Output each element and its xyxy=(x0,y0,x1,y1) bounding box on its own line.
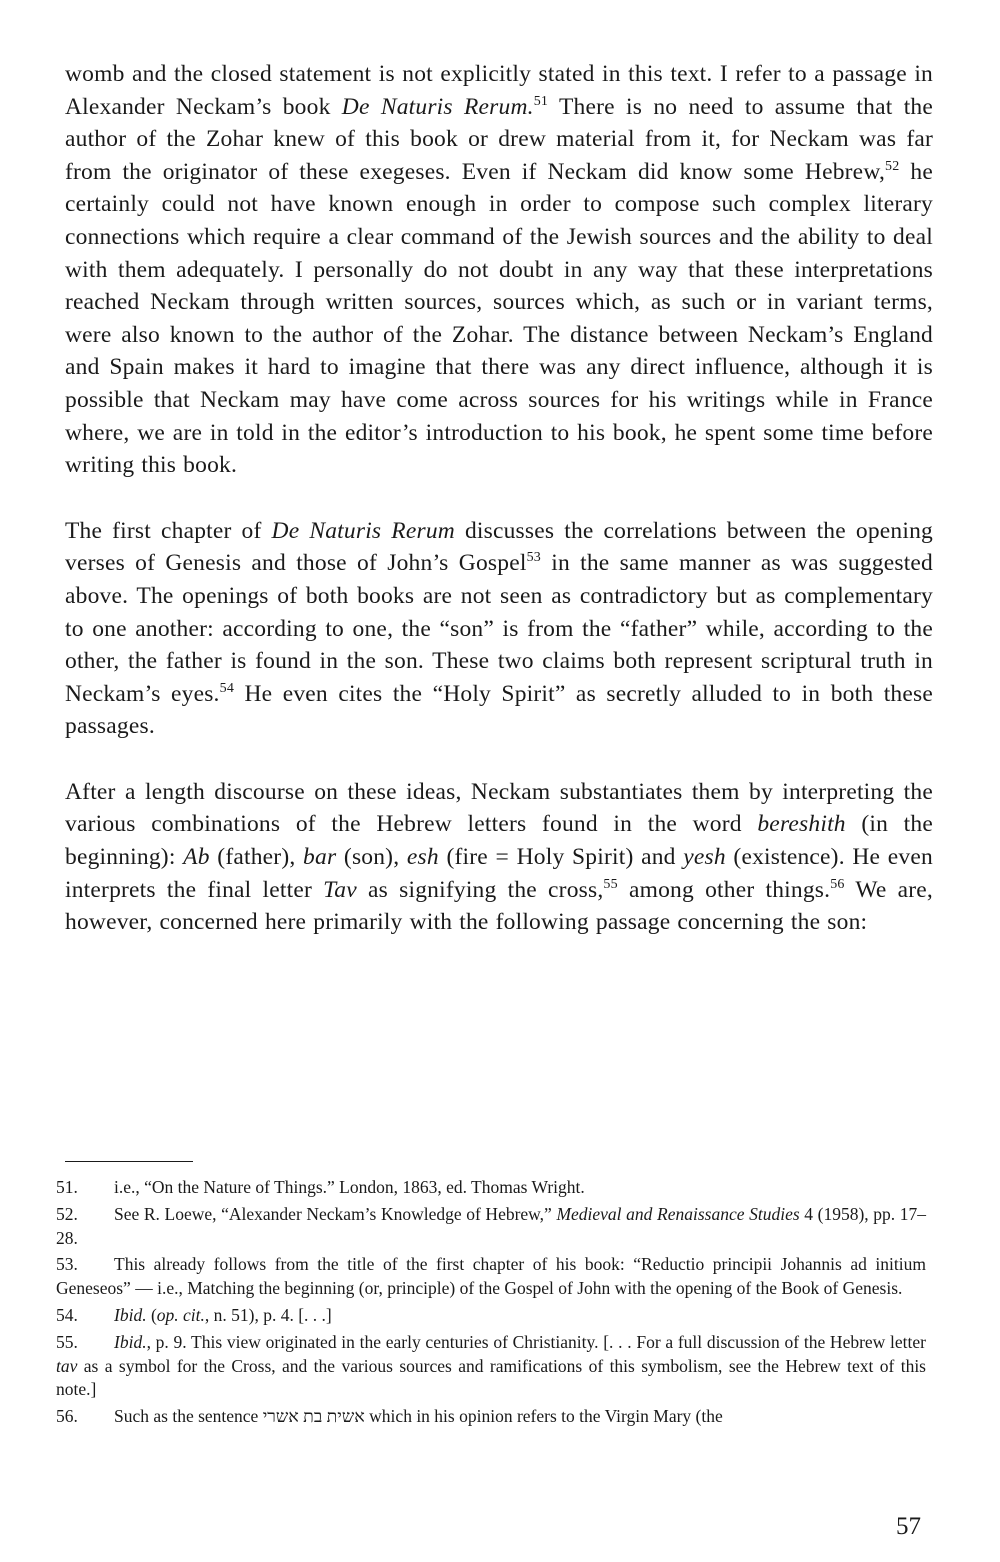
footnote-number: 56. xyxy=(56,1406,78,1427)
paragraph-3 xyxy=(65,776,933,939)
italic-term: bereshith xyxy=(757,811,846,838)
italic-term: tav xyxy=(56,1355,78,1376)
footnote-number: 53. xyxy=(56,1254,78,1275)
footnote-51 xyxy=(56,1176,926,1200)
footnote-number: 52. xyxy=(56,1203,78,1224)
italic-term: Ibid. xyxy=(114,1304,147,1325)
footnote-text: 4 (1958), pp. 17–28. xyxy=(56,1203,926,1248)
footnote-53 xyxy=(56,1253,926,1301)
paragraph-text: The first chapter of xyxy=(65,517,272,544)
paragraph-text: in the same manner as was suggested above. The openings of both books are not seen as contradictory but as complementary to one another: according to one, the “son” is from the “father” while, according to the other, the father is found in the son. These two claims both represent scriptural truth in Neckam’s eyes. xyxy=(65,550,933,707)
paragraph-text: There is no need to assume that the author of the Zohar knew of this book or drew material from it, for Neckam was far from the originator of these exegeses. Even if Neckam did know some Hebrew, xyxy=(65,93,934,185)
body-text xyxy=(65,58,933,939)
footnote-text: Such as the sentence xyxy=(114,1406,263,1427)
italic-term: op. cit. xyxy=(156,1304,205,1325)
book-title: De Naturis Rerum. xyxy=(341,93,534,120)
paragraph-text: We are, however, concerned here primarily with the following passage concerning the son: xyxy=(65,876,933,936)
footnote-52 xyxy=(56,1203,926,1251)
footnote-divider xyxy=(65,1161,193,1162)
hebrew-phrase: אשית בת אשרי xyxy=(262,1406,365,1427)
footnote-number: 55. xyxy=(56,1331,78,1352)
paragraph-text: discusses the correlations between the opening verses of Genesis and those of John’s Gospel xyxy=(65,517,933,577)
paragraph-text: womb and the closed statement is not explicitly stated in this text. I refer to a passage in Alexander Neckam’s book xyxy=(65,61,933,120)
footnote-text: ( xyxy=(146,1304,157,1325)
italic-term: Ab xyxy=(183,844,210,871)
paragraph-text: (existence). He even interprets the final letter xyxy=(65,844,933,903)
footnote-ref-53: 53 xyxy=(526,550,541,566)
paragraph-text: After a length discourse on these ideas, Neckam substantiates them by interpreting the various combinations of the Hebrew letters found in the word xyxy=(65,778,933,838)
italic-term: esh xyxy=(406,844,439,871)
footnote-55 xyxy=(56,1331,926,1402)
footnote-ref-56: 56 xyxy=(830,876,845,892)
paragraph-text: (son), xyxy=(336,844,407,871)
footnote-number: 54. xyxy=(56,1304,78,1325)
paragraph-text: he certainly could not have known enough in order to compose such complex literary connections which require a clear command of the Jewish sources and the ability to deal with them adequately. I personally do not doubt in any way that these interpretations reached Neckam through written sources, sources which, as such or in variant terms, were also known to the author of the Zohar. The distance between Neckam’s England and Spain makes it hard to imagine that there was any direct influence, although it is possible that Neckam may have come across sources for his writings while in France where, we are in told in the editor’s introduction to his book, he spent some time before writing this book. xyxy=(65,158,934,479)
journal-title: Medieval and Renaissance Studies xyxy=(556,1203,800,1224)
footnote-text: See R. Loewe, “Alexander Neckam’s Knowledge of Hebrew,” xyxy=(114,1203,557,1224)
footnote-ref-55: 55 xyxy=(603,876,618,892)
footnote-ref-54: 54 xyxy=(219,680,235,696)
footnote-text: This already follows from the title of the first chapter of his book: “Reductio principii Johannis ad initium Geneseos” — i.e., Matching the beginning (or, principle) of the Gospel of John with the opening of the Book of Genesis. xyxy=(56,1254,926,1299)
footnote-ref-51: 51 xyxy=(533,93,549,109)
paragraph-text: (fire = Holy Spirit) and xyxy=(438,844,684,871)
paragraph-text: He even cites the “Holy Spirit” as secretly alluded to in both these passages. xyxy=(65,680,933,740)
book-title: De Naturis Rerum xyxy=(271,517,455,544)
paragraph-text: among other things. xyxy=(617,876,831,903)
paragraph-1 xyxy=(65,58,933,482)
footnote-text: i.e., “On the Nature of Things.” London, 1863, ed. Thomas Wright. xyxy=(114,1177,585,1197)
footnote-56 xyxy=(56,1405,926,1429)
paragraph-2 xyxy=(65,515,933,743)
footnotes xyxy=(56,1176,926,1432)
italic-term: Tav xyxy=(323,876,357,903)
page-number: 57 xyxy=(896,1513,921,1540)
paragraph-text: (father), xyxy=(209,844,304,871)
footnote-ref-52: 52 xyxy=(885,158,900,174)
footnote-54 xyxy=(56,1304,926,1328)
paragraph-text: as signifying the cross, xyxy=(356,876,604,903)
footnote-text: , p. 9. This view originated in the early centuries of Christianity. [. . . For a full discussion of the Hebrew letter xyxy=(146,1331,926,1352)
footnote-number: 51. xyxy=(56,1177,78,1197)
footnote-text: , n. 51), p. 4. [. . .] xyxy=(204,1304,332,1325)
italic-term: Ibid. xyxy=(114,1331,147,1352)
footnote-text: as a symbol for the Cross, and the various sources and ramifications of this symbolism, see the Hebrew text of this note.] xyxy=(56,1355,926,1400)
paragraph-text: (in the beginning): xyxy=(65,811,933,871)
footnote-text: which in his opinion refers to the Virgin Mary (the xyxy=(364,1406,723,1427)
italic-term: bar xyxy=(303,844,337,871)
italic-term: yesh xyxy=(683,844,726,871)
